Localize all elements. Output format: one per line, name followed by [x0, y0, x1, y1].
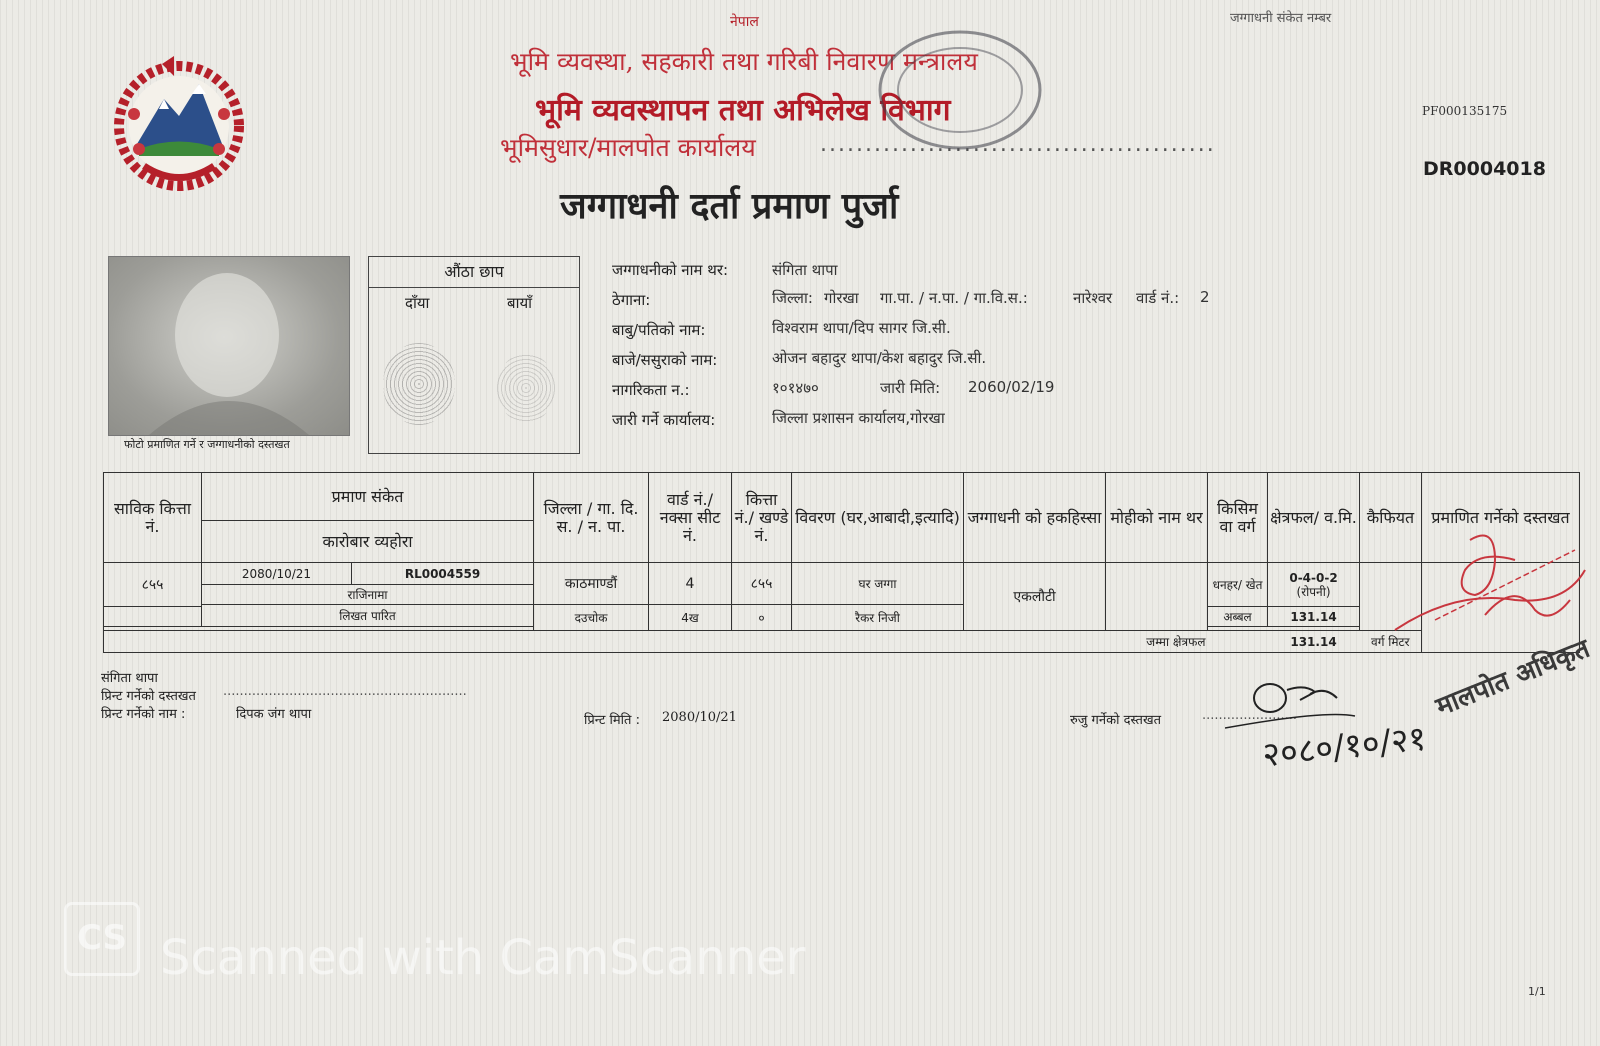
office-name: भूमिसुधार/मालपोत कार्यालय: [500, 133, 756, 162]
issuing-office-label: जारी गर्ने कार्यालय:: [612, 411, 716, 429]
print-date-value: 2080/10/21: [662, 710, 737, 725]
cell-transaction-type: राजिनामा: [202, 585, 534, 605]
right-thumbprint: [383, 343, 455, 425]
header-type: किसिम वा वर्ग: [1208, 473, 1268, 563]
district-label: जिल्ला:: [772, 289, 813, 307]
office-name-dots: ............................................: [820, 132, 1216, 157]
ward-value: 2: [1200, 288, 1210, 306]
pf-code: PF000135175: [1422, 104, 1508, 118]
header-remarks: कैफियत: [1360, 473, 1422, 563]
cell-area-sqm: 131.14: [1268, 607, 1360, 627]
verifier-dots: .......................: [1202, 708, 1298, 723]
cell-code: RL0004559: [352, 563, 534, 585]
cell-ward: 4: [649, 563, 732, 605]
camscanner-logo: CS: [64, 902, 140, 976]
owner-name-value: संगिता थापा: [772, 261, 838, 279]
citizenship-label: नागरिकता न.:: [612, 381, 690, 399]
print-date-label: प्रिन्ट मिति :: [584, 713, 640, 728]
header-owner-share: जग्गाधनी को हकहिस्सा: [964, 473, 1106, 563]
cell-owner-share: एकलौटी: [964, 563, 1106, 631]
cell-area-ropani: [1268, 563, 1360, 607]
total-area-unit: वर्ग मिटर: [1360, 631, 1422, 653]
cell-transaction-status: लिखत पारित: [202, 605, 534, 627]
document-title: जग्गाधनी दर्ता प्रमाण पुर्जा: [560, 186, 899, 227]
top-reference-label: जग्गाधनी संकेत नम्बर: [1230, 11, 1332, 26]
district-value: गोरखा: [824, 289, 859, 307]
cell-description-2: रैकर निजी: [792, 605, 964, 631]
total-spacer: [1208, 631, 1268, 653]
department-name: भूमि व्यवस्थापन तथा अभिलेख विभाग: [535, 93, 951, 128]
header-transaction: कारोबार व्यहोरा: [202, 521, 534, 563]
printer-sign-dots: ...........................................................: [223, 684, 467, 699]
nepal-emblem-logo: [104, 54, 254, 194]
header-area: क्षेत्रफल/ व.मि.: [1268, 473, 1360, 563]
area-ropani-value: 0-4-0-2: [1289, 570, 1338, 585]
issue-date-label: जारी मिति:: [880, 379, 941, 397]
issuing-office-value: जिल्ला प्रशासन कार्यालय,गोरखा: [772, 409, 945, 427]
grandfather-label: बाजे/ससुराको नाम:: [612, 351, 718, 369]
office-round-stamp: [870, 20, 1050, 160]
cell-old-kitta: ८५५: [104, 563, 202, 607]
address-label: ठेगाना:: [612, 291, 651, 309]
grandfather-value: ओजन बहादुर थापा/केश बहादुर जि.सी.: [772, 349, 987, 367]
municipality-value: नारेश्वर: [1073, 289, 1113, 307]
thumbprint-title: औंठा छाप: [369, 257, 579, 288]
area-unit: (रोपनी): [1296, 584, 1331, 599]
cell-tenant: [1106, 563, 1208, 631]
left-thumbprint: [497, 353, 555, 423]
dr-code: DR0004018: [1423, 158, 1546, 180]
printer-name-top: संगिता थापा: [101, 671, 158, 686]
total-area-label: जम्मा क्षेत्रफल: [104, 631, 1208, 653]
cell-khande: ०: [732, 605, 792, 631]
header-ward-map: वार्ड नं./ नक्सा सीट नं.: [649, 473, 732, 563]
header-kitta: कित्ता नं./ खण्डे नं.: [732, 473, 792, 563]
cell-vdc: दउचोक: [534, 605, 649, 631]
owner-name-label: जग्गाधनीको नाम थर:: [612, 261, 729, 279]
header-tenant: मोहीको नाम थर: [1106, 473, 1208, 563]
camscanner-watermark: Scanned with CamScanner: [160, 930, 806, 986]
cell-map-sheet: 4ख: [649, 605, 732, 631]
cell-district: काठमाण्डौं: [534, 563, 649, 605]
printer-name-value: दिपक जंग थापा: [236, 707, 312, 722]
photo-caption: फोटो प्रमाणित गर्ने र जग्गाधनीको दस्तखत: [124, 438, 290, 451]
verifier-label: रुजु गर्नेको दस्तखत: [1070, 713, 1161, 728]
header-district: जिल्ला / गा. दि. स. / न. पा.: [534, 473, 649, 563]
father-label: बाबु/पतिको नाम:: [612, 321, 706, 339]
handwritten-date: २०८०/१०/२१: [1260, 718, 1429, 776]
header-old-kitta: साविक कित्ता नं.: [104, 473, 202, 563]
cell-description-1: घर जग्गा: [792, 563, 964, 605]
ministry-name: भूमि व्यवस्था, सहकारी तथा गरिबी निवारण मन्त्रालय: [510, 47, 978, 76]
printer-name-label: प्रिन्ट गर्नेको नाम :: [101, 707, 186, 722]
cell-type: धनहर/ खेत: [1208, 563, 1268, 607]
municipality-label: गा.पा. / न.पा. / गा.वि.स.:: [880, 289, 1028, 307]
owner-photo: [108, 256, 350, 436]
ward-label: वार्ड नं.:: [1136, 289, 1180, 307]
thumbprint-box: [368, 256, 580, 454]
header-certificate-code: प्रमाण संकेत: [202, 473, 534, 521]
thumbprint-right-label: दाँया: [405, 294, 430, 312]
cell-old-kitta-empty: [104, 607, 202, 627]
citizenship-value: १०१४७०: [772, 379, 819, 397]
page-number: 1/1: [1528, 985, 1546, 998]
printer-sign-label: प्रिन्ट गर्नेको दस्तखत: [101, 689, 196, 704]
land-record-table: [103, 472, 1580, 653]
issue-date-value: 2060/02/19: [968, 378, 1055, 396]
top-nepal-text: नेपाल: [730, 14, 759, 30]
officer-stamp-text: मालपोत अधिकृत: [1431, 633, 1594, 723]
cell-transaction-date: 2080/10/21: [202, 563, 352, 585]
header-verifier-sign: प्रमाणित गर्नेको दस्तखत: [1422, 473, 1580, 563]
verifier-signature: [1375, 520, 1595, 650]
cell-kitta: ८५५: [732, 563, 792, 605]
thumbprint-left-label: बायाँ: [507, 294, 533, 312]
total-area-value: 131.14: [1268, 631, 1360, 653]
father-value: विश्वराम थापा/दिप सागर जि.सी.: [772, 319, 951, 337]
cell-grade: अब्बल: [1208, 607, 1268, 627]
header-description: विवरण (घर,आबादी,इत्यादि): [792, 473, 964, 563]
